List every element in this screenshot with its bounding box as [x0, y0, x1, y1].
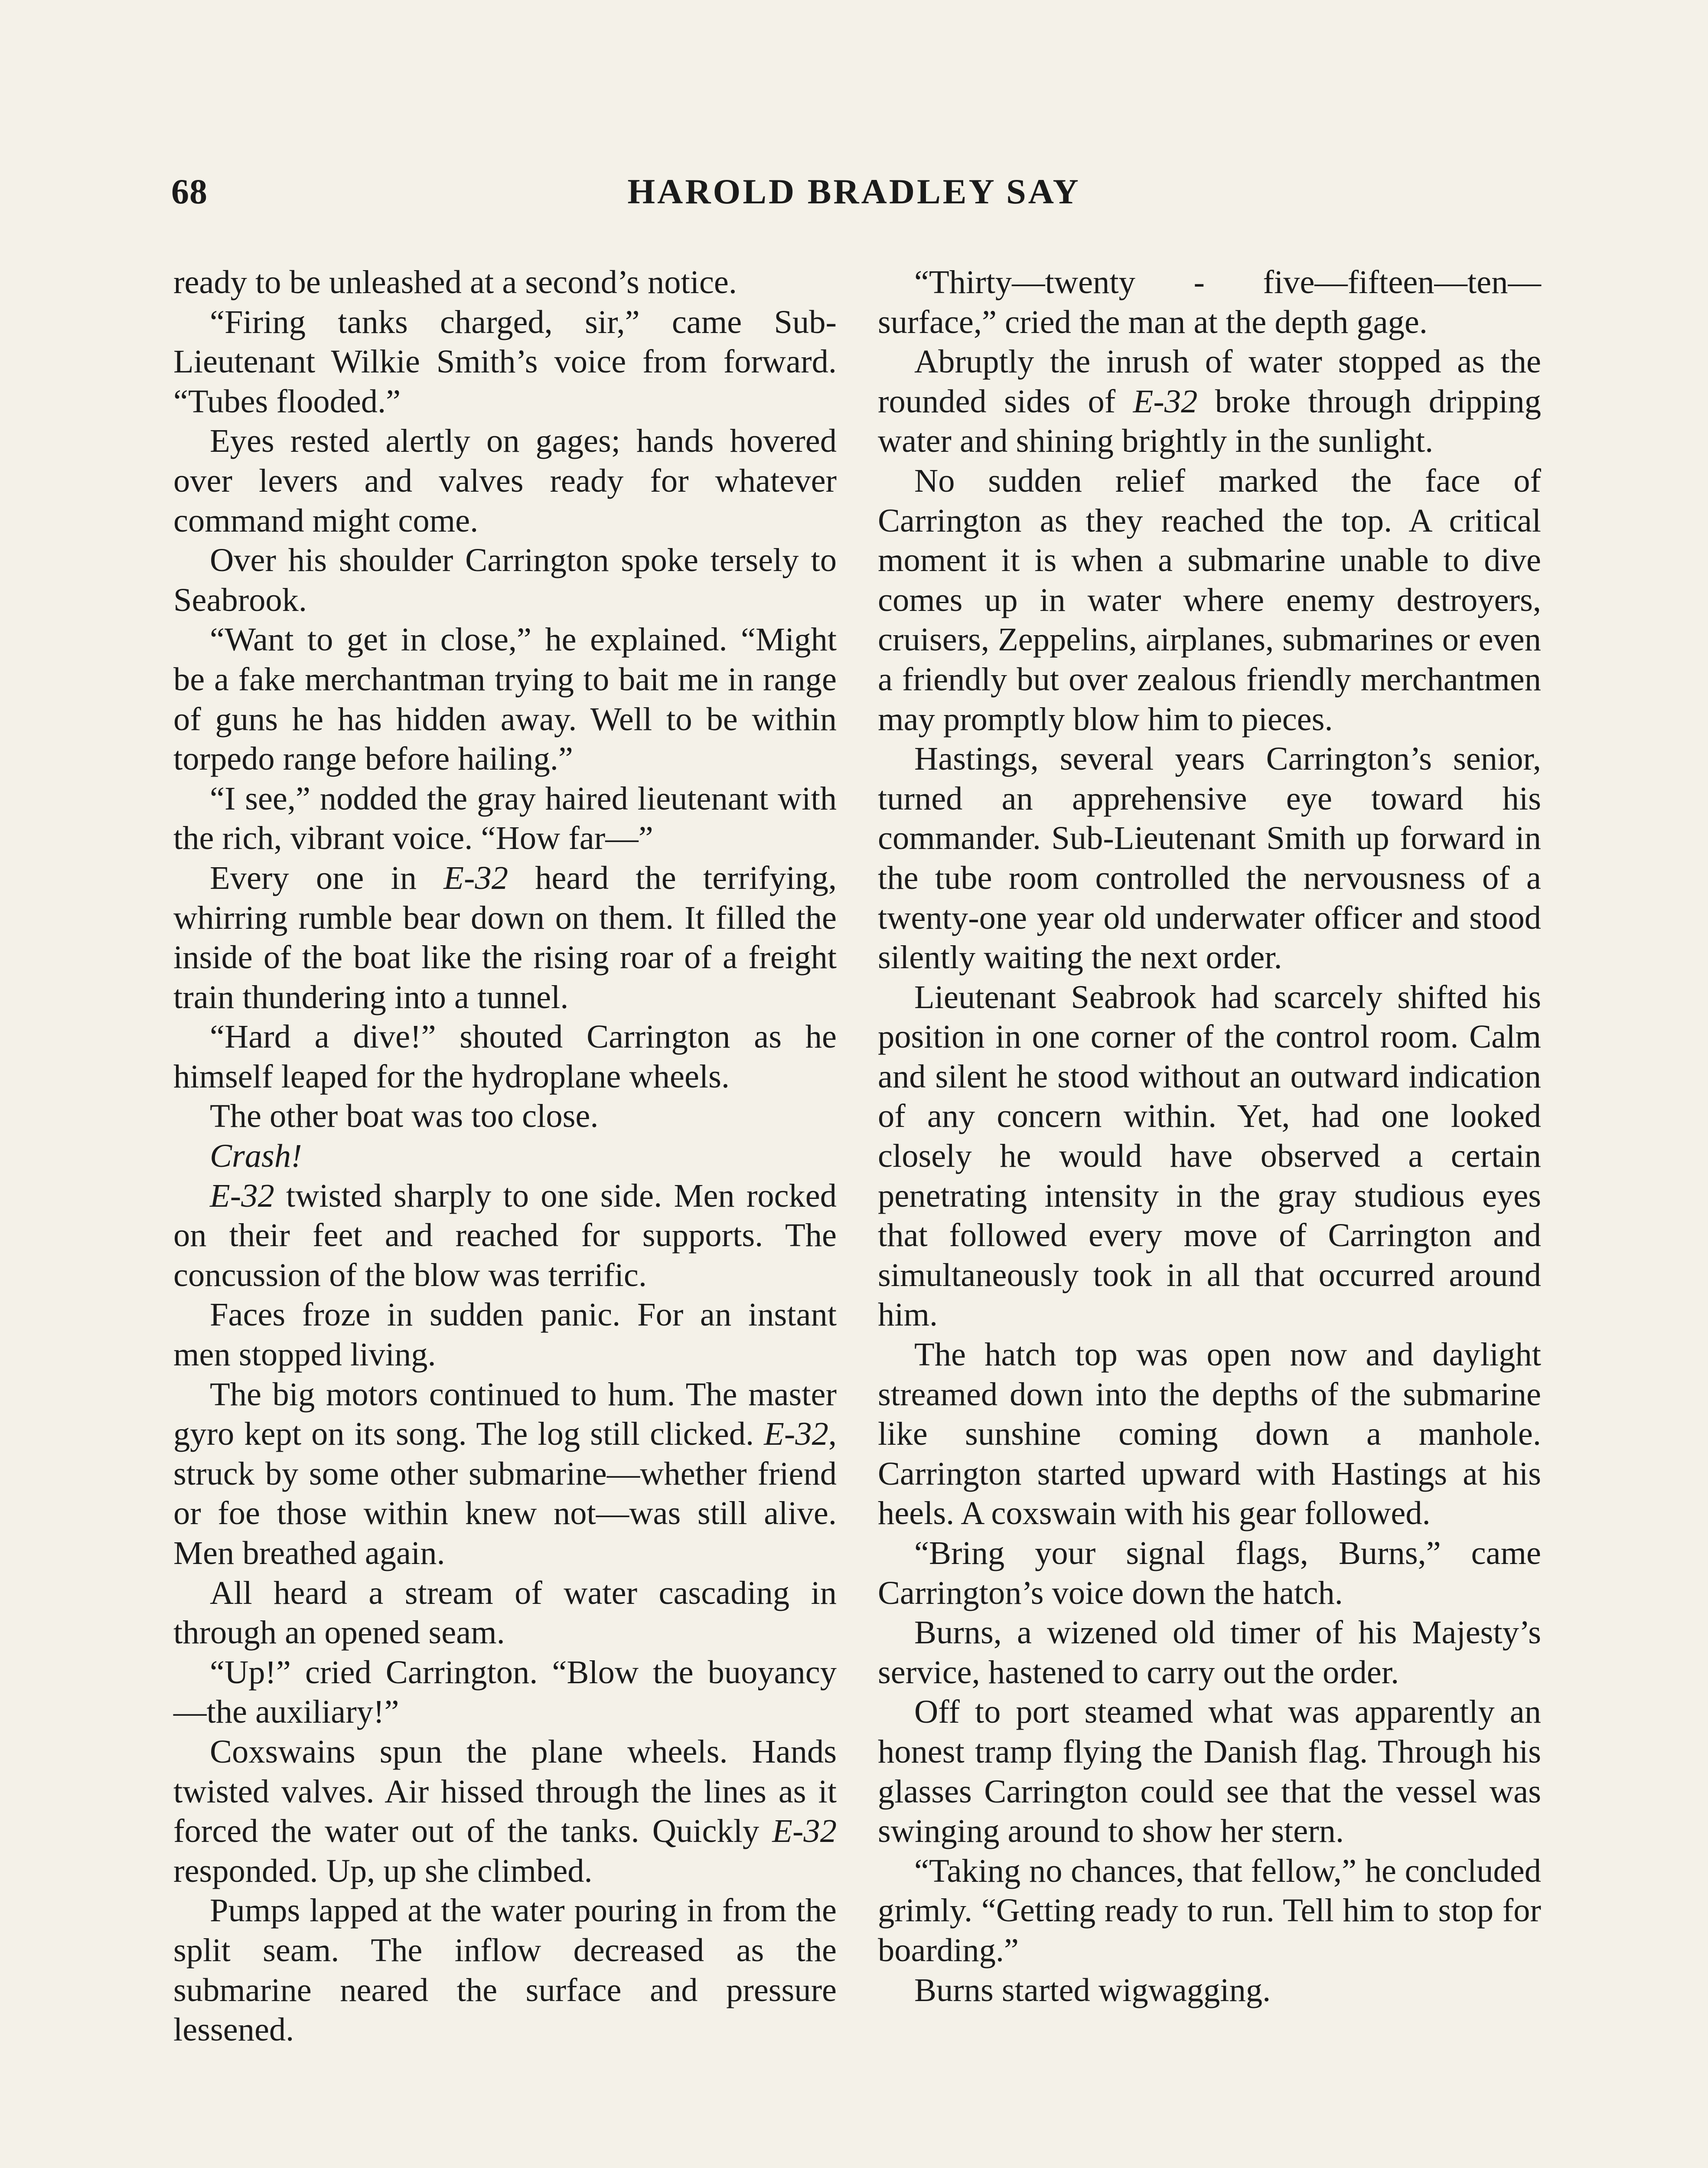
paragraph: “Bring your signal flags, Burns,” came Carrington’s voice down the hatch. — [878, 1535, 1541, 1611]
ship-designation: E-32 — [1133, 382, 1198, 420]
paragraph: Burns started wigwagging. — [914, 1971, 1271, 2008]
paragraph: Coxswains spun the plane wheels. Hands twisted valves. Air hissed through the lines as it forced the water out of the tanks. Quickly E-32 responded. Up, up she climbed. — [173, 1733, 837, 1889]
paragraph: All heard a stream of water cascading in through an opened seam. — [173, 1574, 837, 1651]
paragraph: The other boat was too close. — [210, 1097, 599, 1135]
ship-designation: E-32 — [210, 1177, 274, 1214]
right-text-column — [878, 262, 1541, 2010]
page-number: 68 — [171, 172, 208, 211]
paragraph: “Thirty—twenty - five—fifteen—ten—surface,” cried the man at the depth gage. — [878, 264, 1541, 340]
paragraph: No sudden relief marked the face of Carrington as they reached the top. A critical moment it is when a submarine unable to dive comes up in water where enemy destroyers, cruisers, Zeppelins, airplanes, submarines or even a friendly but over zealous friendly merchantmen may promptly blow him to pieces. — [878, 462, 1541, 738]
paragraph: ready to be unleashed at a second’s notice. — [173, 264, 737, 300]
paragraph: Pumps lapped at the water pouring in from the split seam. The inflow decreased as the submarine neared the surface and pressure lessened. — [173, 1892, 837, 2048]
paragraph: “Taking no chances, that fellow,” he concluded grimly. “Getting ready to run. Tell him to stop for boarding.” — [878, 1852, 1541, 1969]
ship-designation: E-32 — [764, 1415, 828, 1453]
paragraph: The hatch top was open now and daylight streamed down into the depths of the submarine like sunshine coming down a manhole. Carrington started upward with Hastings at his heels. A coxswain with his gear followed. — [878, 1336, 1541, 1532]
paragraph: Hastings, several years Carrington’s senior, turned an apprehensive eye toward his commander. Sub-Lieutenant Smith up forward in the tube room controlled the nervousness of a twenty-one year old underwater officer and stood silently waiting the next order. — [878, 740, 1541, 976]
paragraph: The big motors continued to hum. The master gyro kept on its song. The log still clicked. E-32, struck by some other submarine—whether friend or foe those within knew not—was still alive. Men breathed again. — [173, 1375, 837, 1571]
paragraph: “Hard a dive!” shouted Carrington as he himself leaped for the hydroplane wheels. — [173, 1018, 837, 1095]
paragraph: Over his shoulder Carrington spoke tersely to Seabrook. — [173, 542, 837, 618]
paragraph: Off to port steamed what was apparently an honest tramp flying the Danish flag. Through his glasses Carrington could see that the vessel was swinging around to show her stern. — [878, 1693, 1541, 1850]
running-head-title: HAROLD BRADLEY SAY — [627, 172, 1081, 211]
paragraph: Abruptly the inrush of water stopped as the rounded sides of E-32 broke through dripping water and shining brightly in the sunlight. — [878, 343, 1541, 460]
page-header — [171, 171, 1537, 223]
paragraph: Lieutenant Seabrook had scarcely shifted his position in one corner of the control room. Calm and silent he stood without an outward indication of any concern within. Yet, had one looked closely he would have observed a certain penetrating intensity in the gray studious eyes that followed every move of Carrington and simultaneously took in all that occurred around him. — [878, 978, 1541, 1333]
paragraph: “Want to get in close,” he explained. “Might be a fake merchantman trying to bait me in range of guns he has hidden away. Well to be within torpedo range before hailing.” — [173, 621, 837, 777]
paragraph: Eyes rested alertly on gages; hands hovered over levers and valves ready for whatever command might come. — [173, 422, 837, 539]
ship-designation: E-32 — [443, 859, 508, 896]
paragraph: Burns, a wizened old timer of his Majesty’s service, hastened to carry out the order. — [878, 1614, 1541, 1691]
paragraph: “Up!” cried Carrington. “Blow the buoyancy—the auxiliary!” — [173, 1653, 837, 1730]
paragraph: “I see,” nodded the gray haired lieutenant with the rich, vibrant voice. “How far—” — [173, 780, 837, 857]
paragraph: E-32 twisted sharply to one side. Men rocked on their feet and reached for supports. The concussion of the blow was terrific. — [173, 1177, 837, 1293]
paragraph: Crash! — [210, 1137, 302, 1175]
paragraph: Every one in E-32 heard the terrifying, whirring rumble bear down on them. It filled the inside of the boat like the rising roar of a freight train thundering into a tunnel. — [173, 859, 837, 1015]
paragraph: Faces froze in sudden panic. For an instant men stopped living. — [173, 1296, 837, 1373]
ship-designation: E-32 — [772, 1812, 837, 1850]
left-text-column — [173, 262, 837, 2050]
paragraph: “Firing tanks charged, sir,” came Sub-Lieutenant Wilkie Smith’s voice from forward. “Tubes flooded.” — [173, 303, 837, 420]
